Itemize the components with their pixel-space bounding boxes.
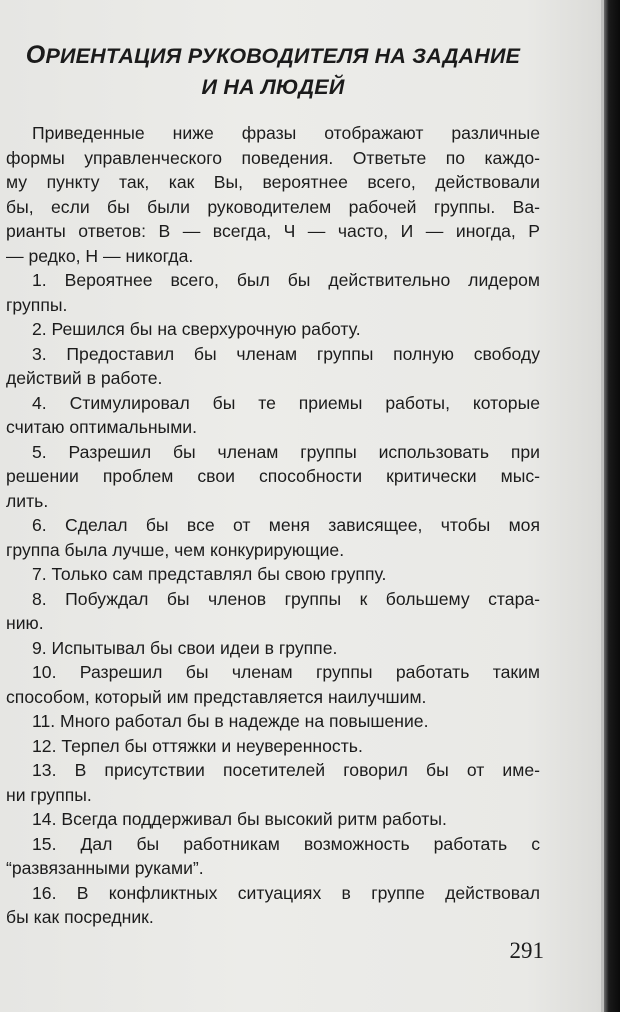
title-line-1 [8, 40, 538, 72]
question-item-line: лить. [6, 490, 49, 511]
question-item-line: 8. Побуждал бы членов группы к большему стара- [32, 588, 540, 609]
question-item-line: способом, который им представляется наилучшим. [6, 686, 427, 707]
question-item-line: 2. Решился бы на сверхурочную работу. [32, 319, 361, 339]
question-item-line: нию. [6, 613, 44, 633]
question-item-line: 5. Разрешил бы членам группы использовать при [32, 441, 540, 462]
intro-paragraph-line: рианты ответов: В — всегда, Ч — часто, И — иногда, Р [6, 221, 540, 241]
question-item-line: 16. В конфликтных ситуациях в группе действовал [32, 882, 540, 903]
question-item-line: 9. Испытывал бы свои идеи в группе. [32, 637, 338, 658]
book-spine [604, 0, 620, 1012]
section-title [8, 40, 538, 103]
question-item-line: “развязанными руками”. [6, 858, 204, 878]
page-text [6, 121, 540, 930]
intro-paragraph-line: бы, если бы были руководителем рабочей группы. Ва- [6, 196, 540, 217]
intro-paragraph-line: му пункту так, как Вы, вероятнее всего, действовали [6, 172, 540, 192]
question-item-line: группы. [6, 294, 68, 315]
question-item-line: действий в работе. [6, 368, 163, 388]
question-item-line: 4. Стимулировал бы те приемы работы, которые [32, 392, 540, 413]
title-rest: РИЕНТАЦИЯ РУКОВОДИТЕЛЯ НА ЗАДАНИЕ [45, 44, 521, 68]
page-number: 291 [509, 938, 544, 963]
question-item-line: считаю оптимальными. [6, 417, 198, 437]
question-item-line: 12. Терпел бы оттяжки и неуверенность. [32, 735, 363, 756]
question-item-line: 1. Вероятнее всего, был бы действительно лидером [32, 270, 540, 290]
question-item-line: 6. Сделал бы все от меня зависящее, чтобы моя [32, 515, 540, 535]
question-item-line: 3. Предоставил бы членам группы полную свободу [32, 343, 540, 364]
title-line-2: И НА ЛЮДЕЙ [201, 75, 345, 99]
intro-paragraph-line: Приведенные ниже фразы отображают различные [32, 123, 540, 143]
question-item-line: 14. Всегда поддерживал бы высокий ритм работы. [32, 809, 447, 829]
question-item-line: 7. Только сам представлял бы свою группу. [32, 564, 387, 584]
intro-paragraph-line: — редко, Н — никогда. [6, 245, 194, 266]
question-item-line: 13. В присутствии посетителей говорил бы от име- [32, 760, 540, 780]
intro-paragraph-line: формы управленческого поведения. Ответьте по каждо- [6, 147, 540, 168]
question-item-line: решении проблем свои способности критически мыс- [6, 466, 540, 486]
question-item-line: группа была лучше, чем конкурирующие. [6, 539, 345, 560]
question-item-line: ни группы. [6, 784, 92, 805]
question-item-line: 10. Разрешил бы членам группы работать таким [32, 662, 540, 682]
title-initial: О [25, 41, 46, 69]
question-item-line: 11. Много работал бы в надежде на повышение. [32, 711, 429, 731]
question-item-line: бы как посредник. [6, 907, 154, 927]
question-item-line: 15. Дал бы работникам возможность работать с [32, 833, 540, 854]
